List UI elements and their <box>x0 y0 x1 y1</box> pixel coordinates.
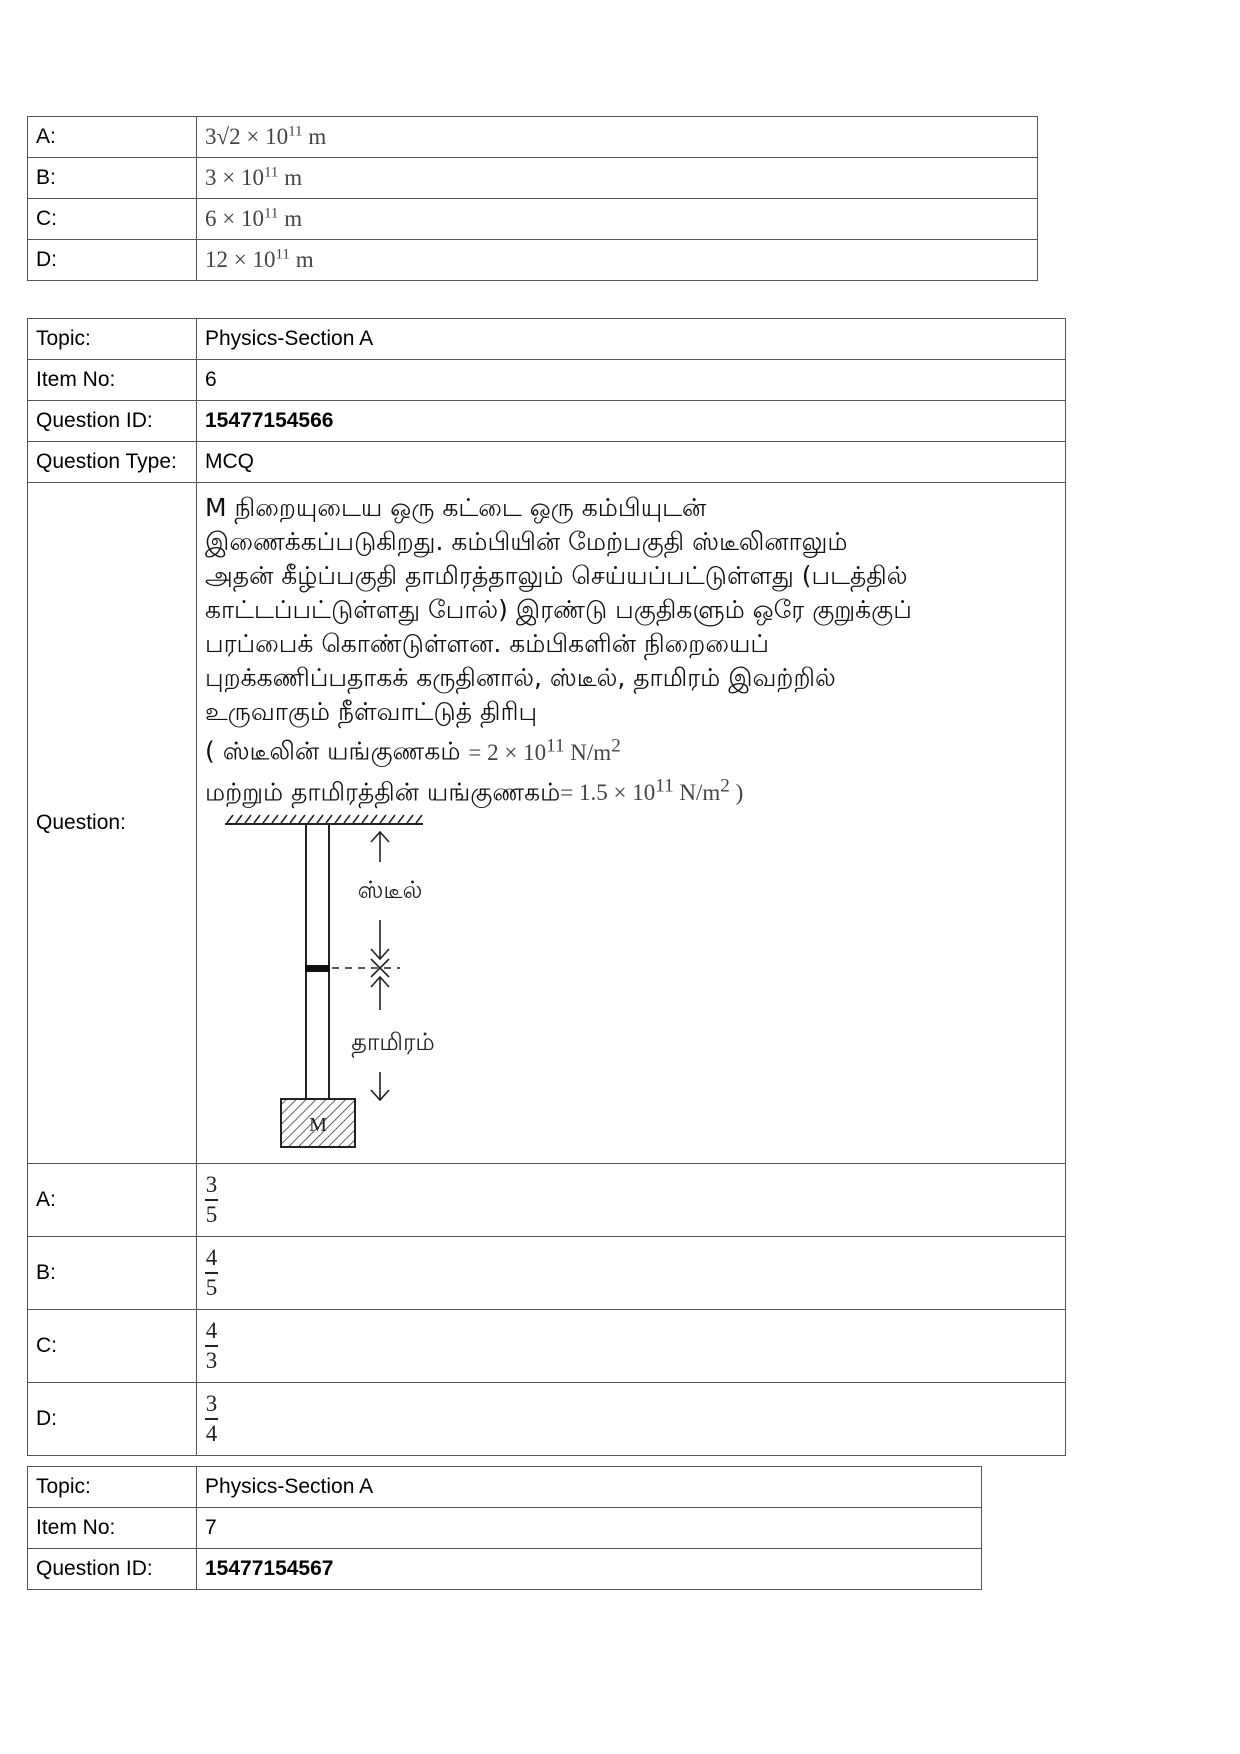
item-no-row <box>28 360 1066 401</box>
question-id-value: 15477154567 <box>197 1549 982 1590</box>
question-id-row <box>28 401 1066 442</box>
question-type-label: Question Type: <box>28 442 197 483</box>
option-row <box>28 199 1038 240</box>
item-no-value: 7 <box>197 1508 982 1549</box>
fraction: $\frac{3}{5}$ <box>205 1172 218 1228</box>
question-label: Question: <box>28 483 197 1164</box>
question-id-row <box>28 1549 982 1590</box>
question-line: M நிறையுடைய ஒரு கட்டை ஒரு கம்பியுடன் <box>205 493 707 522</box>
wire <box>305 824 330 1099</box>
question-body <box>197 483 1066 1164</box>
option-value: $12 \times 10^{11}$ m <box>197 240 1038 281</box>
option-label: D: <box>28 1383 197 1456</box>
mass-block <box>281 1099 355 1147</box>
steel-modulus-line: ( ஸ்டீலின் யங்குணகம் = $2 \times 10^{11}$ $N/m^2$ <box>205 735 621 766</box>
option-label: B: <box>28 158 197 199</box>
question-line: உருவாகும் நீள்வாட்டுத் திரிபு <box>205 697 538 726</box>
option-label: D: <box>28 240 197 281</box>
fraction: $\frac{3}{4}$ <box>205 1391 218 1447</box>
topic-value: Physics-Section A <box>197 319 1066 360</box>
topic-label: Topic: <box>28 1467 197 1508</box>
fraction: $\frac{4}{5}$ <box>205 1245 218 1301</box>
junction-marker <box>332 959 400 977</box>
item-no-row <box>28 1508 982 1549</box>
prev-options-table <box>27 116 1038 281</box>
question-line: அதன் கீழ்ப்பகுதி தாமிரத்தாலும் செய்யப்பட்டுள்ளது (படத்தில் <box>205 561 908 590</box>
option-row <box>28 1237 1066 1310</box>
option-label: C: <box>28 1310 197 1383</box>
topic-row <box>28 319 1066 360</box>
question-line: இணைக்கப்படுகிறது. கம்பியின் மேற்பகுதி ஸ்டீலினாலும் <box>205 527 848 556</box>
item-no-label: Item No: <box>28 1508 197 1549</box>
option-value: $3√2 \times 10^{11}$ m <box>197 117 1038 158</box>
option-label: A: <box>28 1164 197 1237</box>
option-value <box>197 1237 1066 1310</box>
item-no-label: Item No: <box>28 360 197 401</box>
option-value: $6 \times 10^{11}$ m <box>197 199 1038 240</box>
item-no-value: 6 <box>197 360 1066 401</box>
question-line: காட்டப்பட்டுள்ளது போல்) இரண்டு பகுதிகளும் ஒரே குறுக்குப் <box>205 595 912 624</box>
ceiling-support <box>225 815 423 824</box>
option-row <box>28 1164 1066 1237</box>
topic-label: Topic: <box>28 319 197 360</box>
option-row <box>28 117 1038 158</box>
option-row <box>28 158 1038 199</box>
steel-label: ஸ்டீல் <box>357 876 423 905</box>
option-label: C: <box>28 199 197 240</box>
option-row <box>28 240 1038 281</box>
question-line: புறக்கணிப்பதாகக் கருதினால், ஸ்டீல், தாமிரம் இவற்றில் <box>205 663 836 692</box>
option-value: $3 \times 10^{11}$ m <box>197 158 1038 199</box>
copper-label: தாமிரம் <box>351 1028 435 1057</box>
topic-row <box>28 1467 982 1508</box>
fraction: $\frac{4}{3}$ <box>205 1318 218 1374</box>
option-label: A: <box>28 117 197 158</box>
option-value <box>197 1164 1066 1237</box>
question-id-label: Question ID: <box>28 1549 197 1590</box>
question-line: பரப்பைக் கொண்டுள்ளன. கம்பிகளின் நிறையைப் <box>205 629 770 658</box>
option-label: B: <box>28 1237 197 1310</box>
mass-label: M <box>309 1114 327 1137</box>
option-row <box>28 1310 1066 1383</box>
wire-diagram <box>205 814 435 1159</box>
question-text <box>205 491 1057 810</box>
item-6-table <box>27 318 1066 1456</box>
question-id-label: Question ID: <box>28 401 197 442</box>
option-value <box>197 1310 1066 1383</box>
question-type-value: MCQ <box>197 442 1066 483</box>
question-type-row <box>28 442 1066 483</box>
question-row <box>28 483 1066 1164</box>
copper-modulus-line: மற்றும் தாமிரத்தின் யங்குணகம்= $1.5 \times 10^{11}$ $N/m^2$ ) <box>205 775 744 807</box>
question-id-value: 15477154566 <box>197 401 1066 442</box>
option-value <box>197 1383 1066 1456</box>
item-7-table <box>27 1466 982 1590</box>
option-row <box>28 1383 1066 1456</box>
topic-value: Physics-Section A <box>197 1467 982 1508</box>
